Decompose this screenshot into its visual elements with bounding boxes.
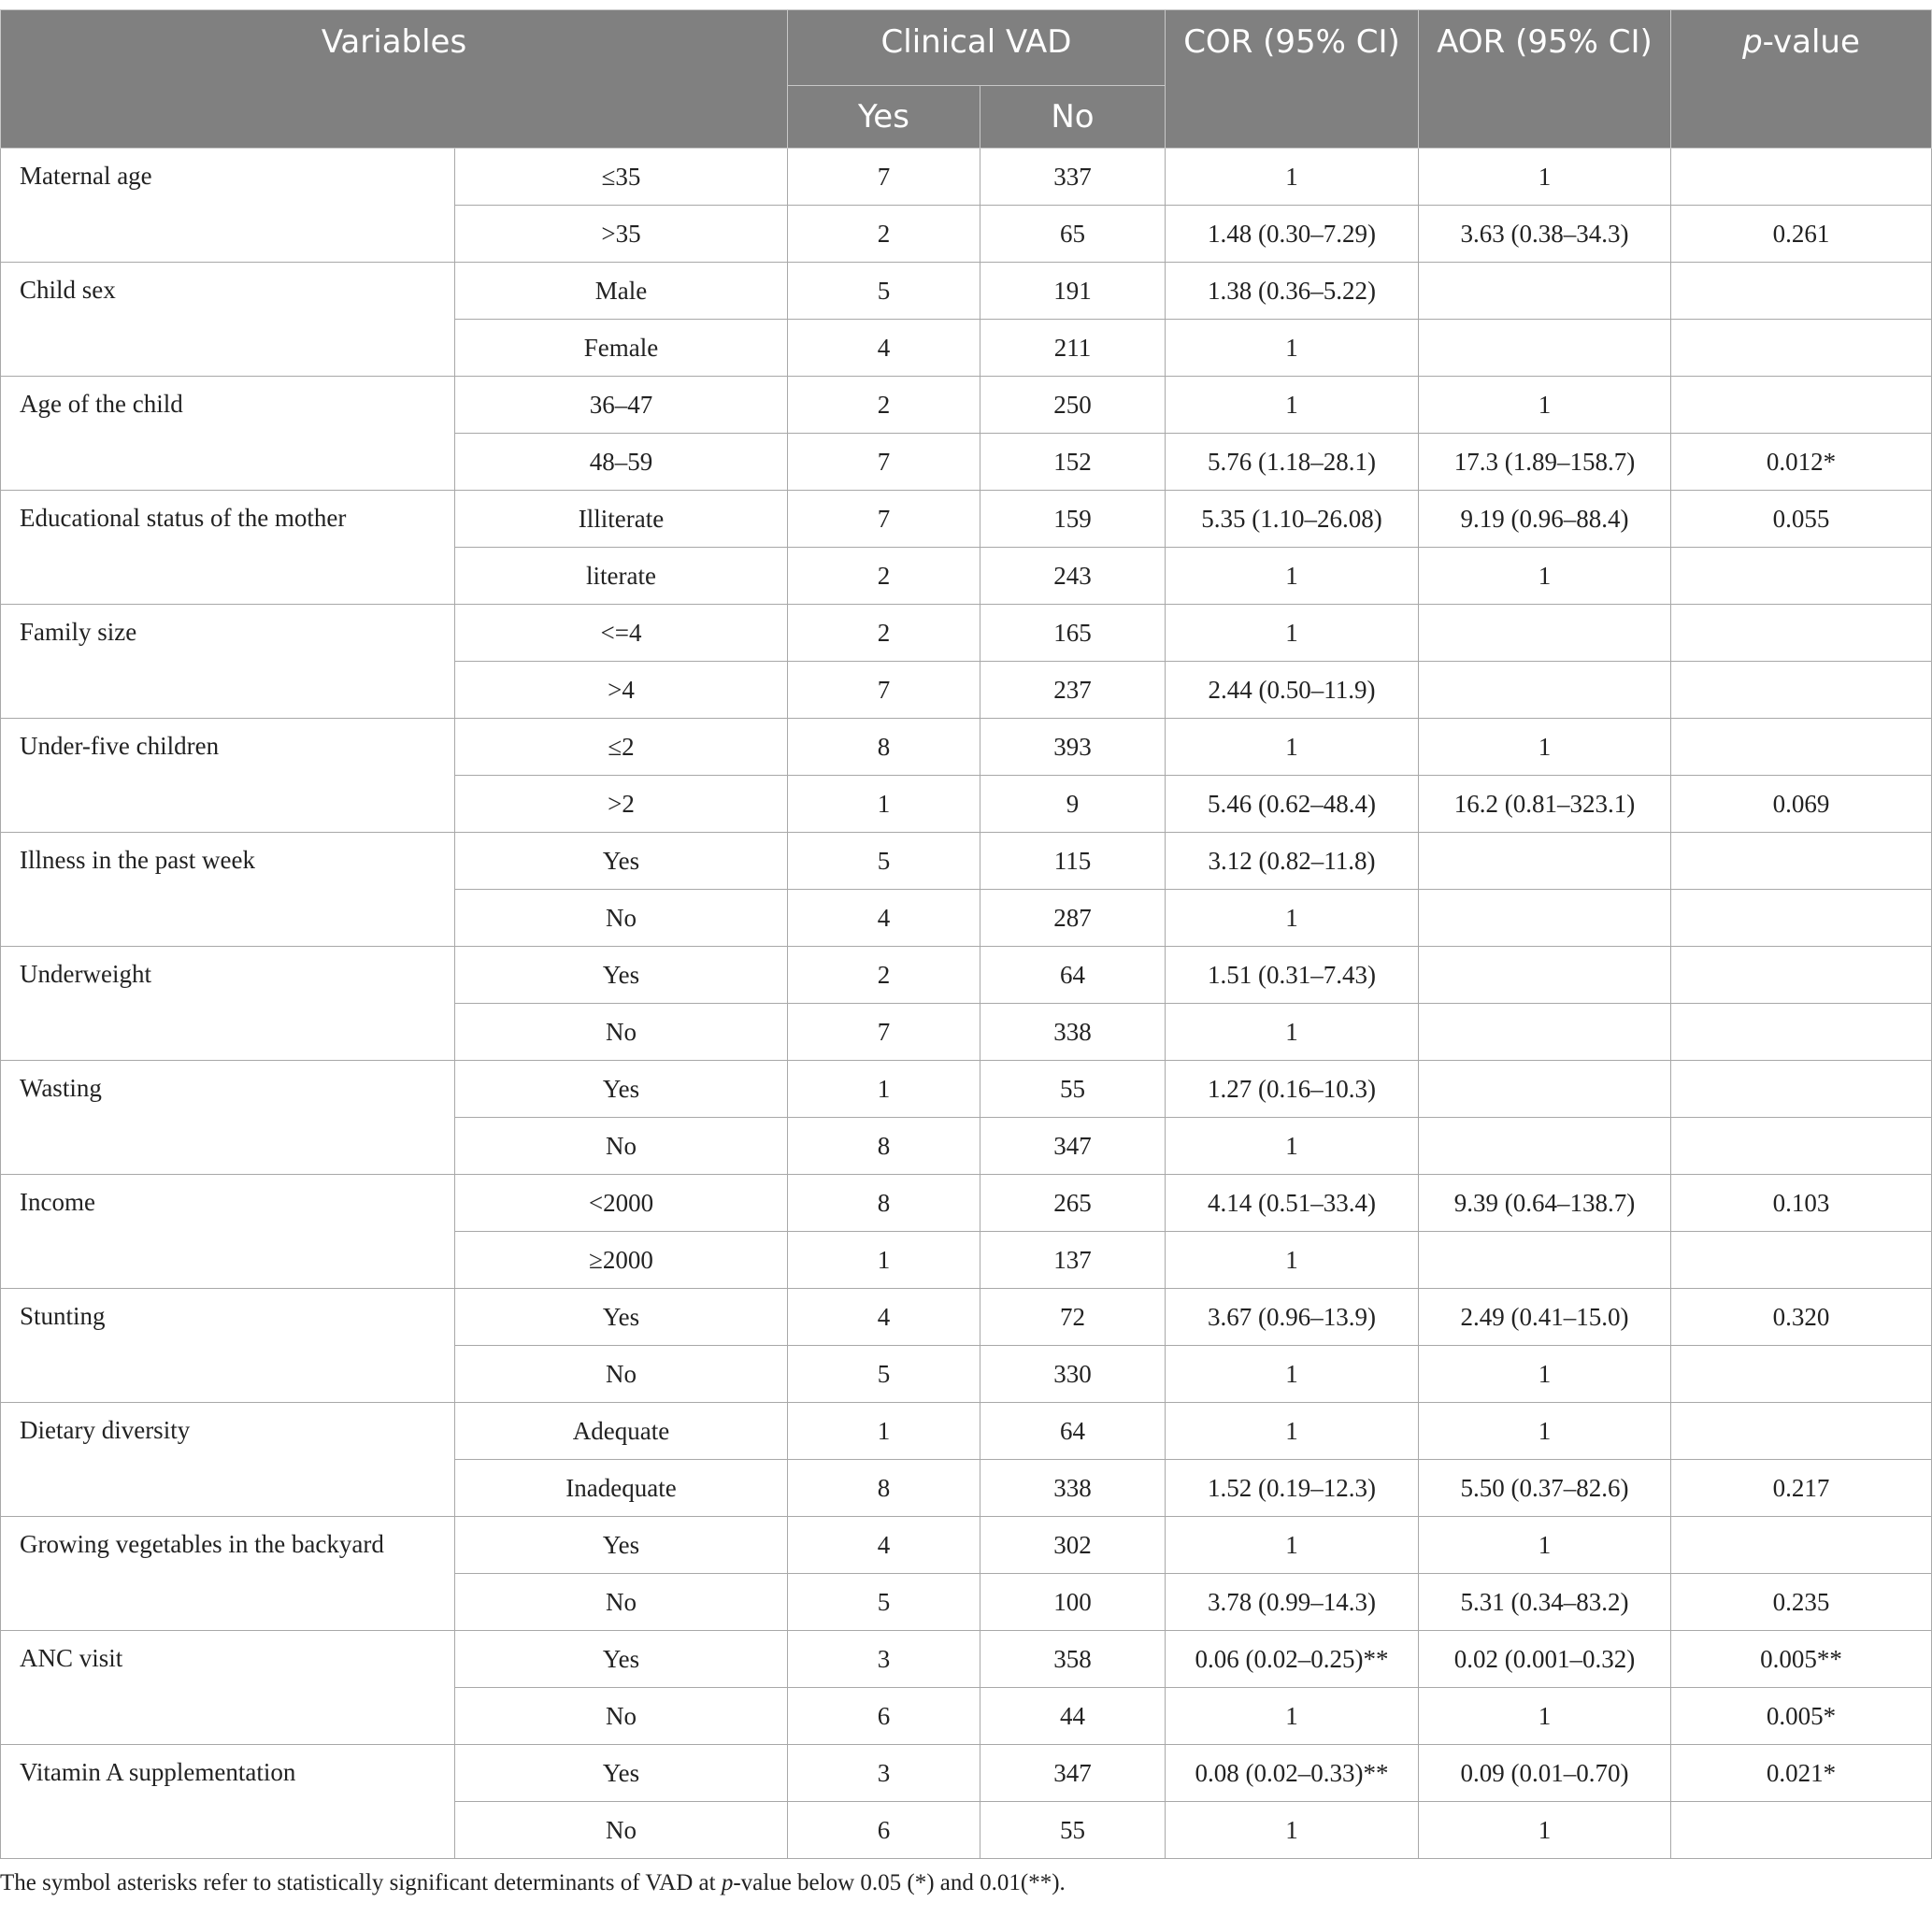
table-row <box>1 377 1932 434</box>
cor-cell: 1 <box>1166 1346 1419 1403</box>
cor-cell: 5.46 (0.62–48.4) <box>1166 776 1419 833</box>
cor-cell: 1.27 (0.16–10.3) <box>1166 1061 1419 1118</box>
aor-cell <box>1419 1118 1671 1175</box>
p-value-cell <box>1671 719 1932 776</box>
vad-no-cell: 237 <box>980 662 1166 719</box>
p-value-cell: 0.217 <box>1671 1460 1932 1517</box>
vad-yes-cell: 5 <box>788 833 980 890</box>
vad-yes-cell: 5 <box>788 1574 980 1631</box>
p-value-cell <box>1671 1517 1932 1574</box>
cor-cell: 1 <box>1166 719 1419 776</box>
p-value-cell <box>1671 1802 1932 1859</box>
vad-no-cell: 250 <box>980 377 1166 434</box>
header-p-italic: p <box>1742 23 1763 61</box>
aor-cell <box>1419 1232 1671 1289</box>
vad-yes-cell: 7 <box>788 1004 980 1061</box>
table-row <box>1 149 1932 206</box>
category-cell: Yes <box>455 1061 788 1118</box>
aor-cell: 17.3 (1.89–158.7) <box>1419 434 1671 491</box>
vad-no-cell: 137 <box>980 1232 1166 1289</box>
table-row <box>1 719 1932 776</box>
aor-cell: 9.39 (0.64–138.7) <box>1419 1175 1671 1232</box>
header-variables: Variables <box>1 10 788 149</box>
vad-yes-cell: 2 <box>788 548 980 605</box>
vad-no-cell: 393 <box>980 719 1166 776</box>
aor-cell <box>1419 605 1671 662</box>
cor-cell: 1.38 (0.36–5.22) <box>1166 263 1419 320</box>
vad-yes-cell: 4 <box>788 320 980 377</box>
category-cell: >2 <box>455 776 788 833</box>
vad-no-cell: 338 <box>980 1004 1166 1061</box>
vad-no-cell: 55 <box>980 1802 1166 1859</box>
aor-cell: 1 <box>1419 1802 1671 1859</box>
table-container <box>0 9 1932 1896</box>
aor-cell: 1 <box>1419 377 1671 434</box>
table-row <box>1 947 1932 1004</box>
p-value-cell: 0.320 <box>1671 1289 1932 1346</box>
p-value-cell <box>1671 263 1932 320</box>
p-value-cell: 0.005** <box>1671 1631 1932 1688</box>
cor-cell: 1 <box>1166 890 1419 947</box>
p-value-cell: 0.261 <box>1671 206 1932 263</box>
aor-cell: 2.49 (0.41–15.0) <box>1419 1289 1671 1346</box>
vad-yes-cell: 8 <box>788 1460 980 1517</box>
aor-cell: 0.09 (0.01–0.70) <box>1419 1745 1671 1802</box>
p-value-cell <box>1671 1061 1932 1118</box>
table-body <box>1 149 1932 1859</box>
vad-no-cell: 330 <box>980 1346 1166 1403</box>
cor-cell: 1 <box>1166 1802 1419 1859</box>
variable-cell: Wasting <box>1 1061 455 1175</box>
category-cell: Adequate <box>455 1403 788 1460</box>
p-value-cell <box>1671 1346 1932 1403</box>
vad-no-cell: 65 <box>980 206 1166 263</box>
vad-no-cell: 115 <box>980 833 1166 890</box>
category-cell: ≤2 <box>455 719 788 776</box>
p-value-cell: 0.005* <box>1671 1688 1932 1745</box>
category-cell: 36–47 <box>455 377 788 434</box>
cor-cell: 0.08 (0.02–0.33)** <box>1166 1745 1419 1802</box>
vad-no-cell: 358 <box>980 1631 1166 1688</box>
category-cell: No <box>455 1118 788 1175</box>
table-row <box>1 605 1932 662</box>
cor-cell: 1 <box>1166 1232 1419 1289</box>
vad-yes-cell: 7 <box>788 434 980 491</box>
p-value-cell <box>1671 890 1932 947</box>
cor-cell: 2.44 (0.50–11.9) <box>1166 662 1419 719</box>
table-row <box>1 1403 1932 1460</box>
header-no: No <box>980 86 1166 149</box>
variable-cell: Age of the child <box>1 377 455 491</box>
category-cell: No <box>455 890 788 947</box>
header-clinical-vad: Clinical VAD <box>788 10 1166 86</box>
category-cell: Yes <box>455 1517 788 1574</box>
variable-cell: Dietary diversity <box>1 1403 455 1517</box>
vad-yes-cell: 7 <box>788 662 980 719</box>
variable-cell: Under-five children <box>1 719 455 833</box>
table-footnote <box>0 1870 1932 1896</box>
vad-no-cell: 44 <box>980 1688 1166 1745</box>
aor-cell: 16.2 (0.81–323.1) <box>1419 776 1671 833</box>
table-row <box>1 1745 1932 1802</box>
p-value-cell: 0.103 <box>1671 1175 1932 1232</box>
variable-cell: Stunting <box>1 1289 455 1403</box>
vad-yes-cell: 7 <box>788 149 980 206</box>
vad-no-cell: 72 <box>980 1289 1166 1346</box>
category-cell: Yes <box>455 1631 788 1688</box>
p-value-cell: 0.021* <box>1671 1745 1932 1802</box>
cor-cell: 1 <box>1166 320 1419 377</box>
vad-yes-cell: 4 <box>788 1517 980 1574</box>
results-table <box>0 9 1932 1859</box>
vad-yes-cell: 1 <box>788 1061 980 1118</box>
cor-cell: 1 <box>1166 1403 1419 1460</box>
category-cell: <2000 <box>455 1175 788 1232</box>
vad-no-cell: 338 <box>980 1460 1166 1517</box>
vad-yes-cell: 8 <box>788 1175 980 1232</box>
vad-no-cell: 337 <box>980 149 1166 206</box>
vad-no-cell: 100 <box>980 1574 1166 1631</box>
vad-yes-cell: 1 <box>788 776 980 833</box>
vad-yes-cell: 4 <box>788 890 980 947</box>
vad-no-cell: 55 <box>980 1061 1166 1118</box>
category-cell: >4 <box>455 662 788 719</box>
p-value-cell <box>1671 1403 1932 1460</box>
vad-no-cell: 191 <box>980 263 1166 320</box>
aor-cell <box>1419 1061 1671 1118</box>
category-cell: ≤35 <box>455 149 788 206</box>
vad-yes-cell: 2 <box>788 947 980 1004</box>
cor-cell: 1 <box>1166 548 1419 605</box>
vad-yes-cell: 2 <box>788 377 980 434</box>
cor-cell: 1.51 (0.31–7.43) <box>1166 947 1419 1004</box>
variable-cell: Child sex <box>1 263 455 377</box>
vad-no-cell: 152 <box>980 434 1166 491</box>
variable-cell: Vitamin A supplementation <box>1 1745 455 1859</box>
p-value-cell <box>1671 947 1932 1004</box>
variable-cell: Underweight <box>1 947 455 1061</box>
aor-cell: 5.50 (0.37–82.6) <box>1419 1460 1671 1517</box>
vad-no-cell: 287 <box>980 890 1166 947</box>
footnote-text-2: -value below 0.05 (*) and 0.01(**). <box>733 1870 1066 1895</box>
vad-yes-cell: 7 <box>788 491 980 548</box>
aor-cell <box>1419 890 1671 947</box>
aor-cell <box>1419 947 1671 1004</box>
category-cell: Illiterate <box>455 491 788 548</box>
vad-no-cell: 64 <box>980 947 1166 1004</box>
vad-no-cell: 265 <box>980 1175 1166 1232</box>
cor-cell: 0.06 (0.02–0.25)** <box>1166 1631 1419 1688</box>
category-cell: No <box>455 1346 788 1403</box>
category-cell: No <box>455 1688 788 1745</box>
p-value-cell <box>1671 1232 1932 1289</box>
category-cell: ≥2000 <box>455 1232 788 1289</box>
cor-cell: 1 <box>1166 1118 1419 1175</box>
vad-yes-cell: 3 <box>788 1745 980 1802</box>
table-row <box>1 263 1932 320</box>
cor-cell: 1 <box>1166 149 1419 206</box>
category-cell: 48–59 <box>455 434 788 491</box>
aor-cell: 3.63 (0.38–34.3) <box>1419 206 1671 263</box>
category-cell: Female <box>455 320 788 377</box>
aor-cell: 1 <box>1419 1346 1671 1403</box>
footnote-text-1: The symbol asterisks refer to statistically significant determinants of VAD at <box>0 1870 722 1895</box>
variable-cell: ANC visit <box>1 1631 455 1745</box>
cor-cell: 1 <box>1166 1688 1419 1745</box>
category-cell: Yes <box>455 1289 788 1346</box>
vad-yes-cell: 1 <box>788 1232 980 1289</box>
header-p-value <box>1671 10 1932 149</box>
vad-yes-cell: 4 <box>788 1289 980 1346</box>
vad-yes-cell: 6 <box>788 1688 980 1745</box>
aor-cell: 1 <box>1419 548 1671 605</box>
category-cell: No <box>455 1802 788 1859</box>
aor-cell: 1 <box>1419 1403 1671 1460</box>
category-cell: Male <box>455 263 788 320</box>
category-cell: Yes <box>455 833 788 890</box>
p-value-cell: 0.069 <box>1671 776 1932 833</box>
vad-no-cell: 302 <box>980 1517 1166 1574</box>
aor-cell: 1 <box>1419 719 1671 776</box>
category-cell: literate <box>455 548 788 605</box>
aor-cell <box>1419 263 1671 320</box>
aor-cell: 1 <box>1419 1517 1671 1574</box>
p-value-cell: 0.055 <box>1671 491 1932 548</box>
vad-no-cell: 347 <box>980 1745 1166 1802</box>
category-cell: No <box>455 1004 788 1061</box>
vad-yes-cell: 2 <box>788 206 980 263</box>
variable-cell: Income <box>1 1175 455 1289</box>
vad-yes-cell: 5 <box>788 263 980 320</box>
cor-cell: 1 <box>1166 1517 1419 1574</box>
cor-cell: 5.35 (1.10–26.08) <box>1166 491 1419 548</box>
vad-no-cell: 9 <box>980 776 1166 833</box>
cor-cell: 1.52 (0.19–12.3) <box>1166 1460 1419 1517</box>
cor-cell: 1 <box>1166 1004 1419 1061</box>
p-value-cell <box>1671 605 1932 662</box>
cor-cell: 3.12 (0.82–11.8) <box>1166 833 1419 890</box>
variable-cell: Educational status of the mother <box>1 491 455 605</box>
vad-yes-cell: 6 <box>788 1802 980 1859</box>
p-value-cell <box>1671 662 1932 719</box>
p-value-cell <box>1671 833 1932 890</box>
vad-yes-cell: 1 <box>788 1403 980 1460</box>
table-row <box>1 1631 1932 1688</box>
cor-cell: 5.76 (1.18–28.1) <box>1166 434 1419 491</box>
aor-cell: 5.31 (0.34–83.2) <box>1419 1574 1671 1631</box>
p-value-cell <box>1671 1118 1932 1175</box>
aor-cell <box>1419 320 1671 377</box>
aor-cell: 9.19 (0.96–88.4) <box>1419 491 1671 548</box>
vad-no-cell: 211 <box>980 320 1166 377</box>
p-value-cell <box>1671 149 1932 206</box>
p-value-cell: 0.012* <box>1671 434 1932 491</box>
footnote-p-italic: p <box>721 1870 734 1895</box>
vad-no-cell: 165 <box>980 605 1166 662</box>
p-value-cell <box>1671 320 1932 377</box>
table-row <box>1 491 1932 548</box>
category-cell: >35 <box>455 206 788 263</box>
vad-yes-cell: 8 <box>788 719 980 776</box>
variable-cell: Illness in the past week <box>1 833 455 947</box>
category-cell: Yes <box>455 947 788 1004</box>
vad-no-cell: 159 <box>980 491 1166 548</box>
vad-no-cell: 243 <box>980 548 1166 605</box>
variable-cell: Growing vegetables in the backyard <box>1 1517 455 1631</box>
cor-cell: 3.78 (0.99–14.3) <box>1166 1574 1419 1631</box>
cor-cell: 1.48 (0.30–7.29) <box>1166 206 1419 263</box>
p-value-cell: 0.235 <box>1671 1574 1932 1631</box>
category-cell: No <box>455 1574 788 1631</box>
aor-cell: 1 <box>1419 149 1671 206</box>
table-row <box>1 1175 1932 1232</box>
variable-cell: Family size <box>1 605 455 719</box>
p-value-cell <box>1671 377 1932 434</box>
aor-cell <box>1419 1004 1671 1061</box>
aor-cell: 1 <box>1419 1688 1671 1745</box>
category-cell: <=4 <box>455 605 788 662</box>
table-row <box>1 1061 1932 1118</box>
category-cell: Yes <box>455 1745 788 1802</box>
header-p-rest: -value <box>1762 23 1860 61</box>
p-value-cell <box>1671 548 1932 605</box>
vad-no-cell: 347 <box>980 1118 1166 1175</box>
header-aor: AOR (95% CI) <box>1419 10 1671 149</box>
table-row <box>1 833 1932 890</box>
table-row <box>1 1289 1932 1346</box>
vad-yes-cell: 8 <box>788 1118 980 1175</box>
category-cell: Inadequate <box>455 1460 788 1517</box>
cor-cell: 4.14 (0.51–33.4) <box>1166 1175 1419 1232</box>
variable-cell: Maternal age <box>1 149 455 263</box>
vad-yes-cell: 3 <box>788 1631 980 1688</box>
aor-cell <box>1419 833 1671 890</box>
p-value-cell <box>1671 1004 1932 1061</box>
header-cor: COR (95% CI) <box>1166 10 1419 149</box>
vad-no-cell: 64 <box>980 1403 1166 1460</box>
vad-yes-cell: 5 <box>788 1346 980 1403</box>
cor-cell: 1 <box>1166 605 1419 662</box>
cor-cell: 3.67 (0.96–13.9) <box>1166 1289 1419 1346</box>
vad-yes-cell: 2 <box>788 605 980 662</box>
aor-cell <box>1419 662 1671 719</box>
aor-cell: 0.02 (0.001–0.32) <box>1419 1631 1671 1688</box>
cor-cell: 1 <box>1166 377 1419 434</box>
table-row <box>1 1517 1932 1574</box>
table-header <box>1 10 1932 149</box>
header-yes: Yes <box>788 86 980 149</box>
